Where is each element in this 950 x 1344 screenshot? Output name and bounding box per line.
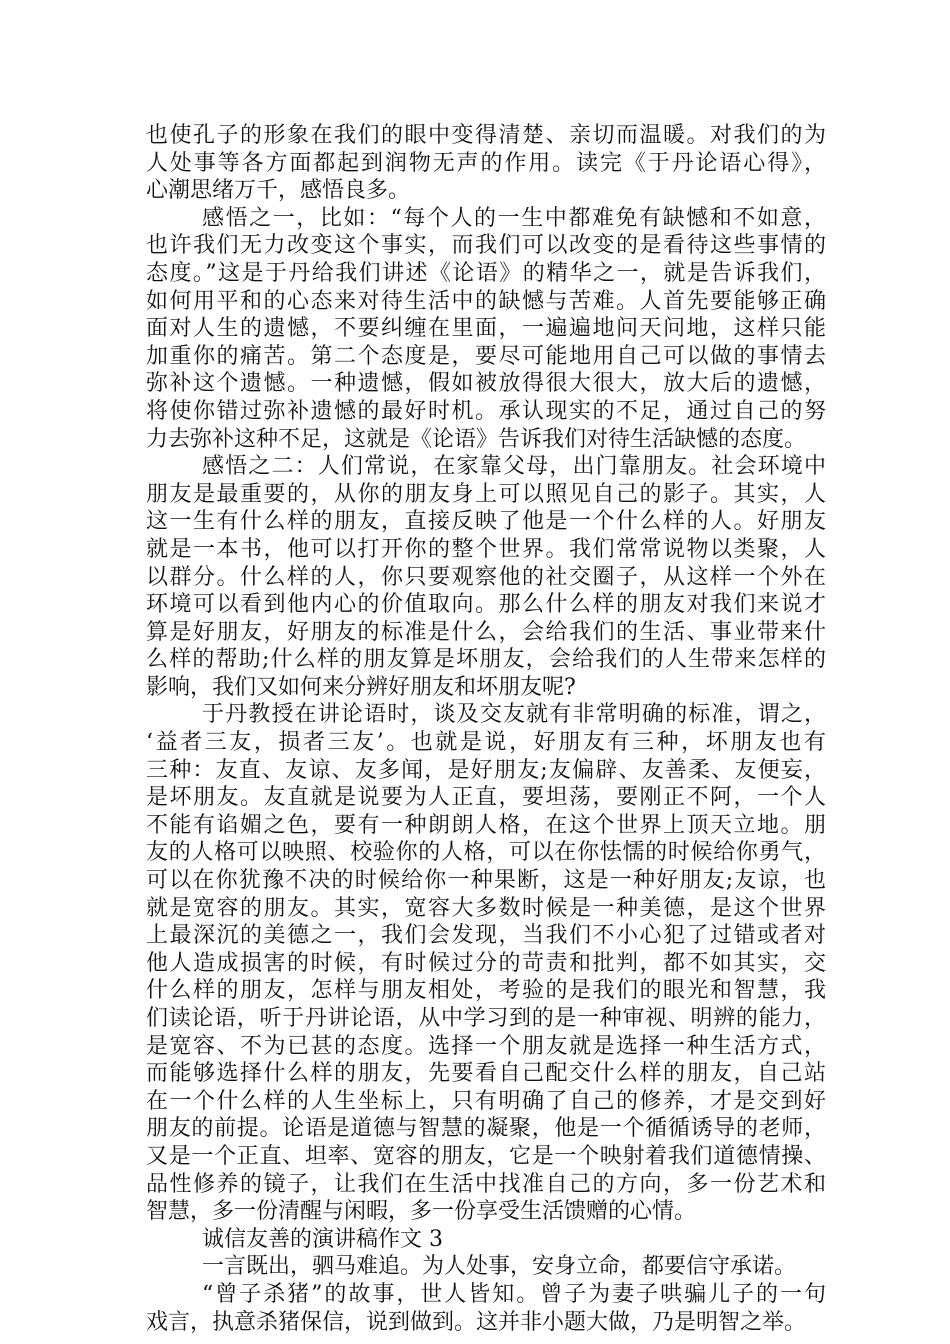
- text-line: 就是宽容的朋友。其实，宽容大多数时候是一种美德，是这个世界: [146, 895, 826, 921]
- section-heading: 诚信友善的演讲稿作文 3: [202, 1226, 443, 1252]
- text-line: 他人造成损害的时候，有时候过分的苛责和批判，都不如其实，交: [146, 950, 826, 976]
- text-line: 人处事等各方面都起到润物无声的作用。读完《于丹论语心得》，: [146, 150, 826, 176]
- text-line: 态度。”这是于丹给我们讲述《论语》的精华之一，就是告诉我们，: [146, 260, 826, 286]
- paragraph-first-line: 感悟之一，比如：“每个人的一生中都难免有缺憾和不如意，: [202, 205, 826, 231]
- text-line: 加重你的痛苦。第二个态度是，要尽可能地用自己可以做的事情去: [146, 343, 826, 369]
- text-line: 朋友是最重要的，从你的朋友身上可以照见自己的影子。其实，人: [146, 481, 826, 507]
- text-line: 影响，我们又如何来分辨好朋友和坏朋友呢?: [146, 674, 576, 700]
- text-line: 而能够选择什么样的朋友，先要看自己配交什么样的朋友，自己站: [146, 1061, 826, 1087]
- text-line: 如何用平和的心态来对待生活中的缺憾与苦难。人首先要能够正确: [146, 288, 826, 314]
- text-line: 朋友的前提。论语是道德与智慧的凝聚，他是一个循循诱导的老师，: [146, 1116, 826, 1142]
- text-line: 心潮思绪万千，感悟良多。: [146, 178, 411, 204]
- text-line: 们读论语，听于丹讲论语，从中学习到的是一种审视、明辨的能力，: [146, 1006, 826, 1031]
- text-line: 在一个什么样的人生坐标上，只有明确了自己的修养，才是交到好: [146, 1088, 826, 1114]
- text-line: 以群分。什么样的人，你只要观察他的社交圈子，从这样一个外在: [146, 564, 826, 590]
- paragraph-first-line: 于丹教授在讲论语时，谈及交友就有非常明确的标准，谓之，: [202, 702, 826, 728]
- text-line: 品性修养的镜子，让我们在生活中找准自己的方向，多一份艺术和: [146, 1171, 826, 1197]
- paragraph-first-line: 感悟之二：人们常说，在家靠父母，出门靠朋友。社会环境中: [202, 454, 826, 480]
- text-line: 不能有谄媚之色，要有一种朗朗人格，在这个世界上顶天立地。朋: [146, 812, 826, 838]
- text-line: ‘益者三友，损者三友’。也就是说，好朋友有三种，坏朋友也有: [146, 730, 826, 756]
- text-line: 什么样的朋友，怎样与朋友相处，考验的是我们的眼光和智慧，我: [146, 978, 826, 1004]
- text-line: 力去弥补这种不足，这就是《论语》告诉我们对待生活缺憾的态度。: [146, 426, 807, 452]
- text-line: 弥补这个遗憾。一种遗憾，假如被放得很大很大，放大后的遗憾，: [146, 371, 826, 397]
- paragraph-first-line: “曾子杀猪”的故事，世人皆知。曾子为妻子哄骗儿子的一句: [202, 1281, 826, 1307]
- text-line: 面对人生的遗憾，不要纠缠在里面，一遍遍地问天问地，这样只能: [146, 316, 826, 342]
- text-line: 是坏朋友。友直就是说要为人正直，要坦荡，要刚正不阿，一个人: [146, 785, 826, 811]
- text-line: 智慧，多一份清醒与闲暇，多一份享受生活馈赠的心情。: [146, 1199, 697, 1225]
- text-line: 友的人格可以映照、校验你的人格，可以在你怯懦的时候给你勇气，: [146, 840, 826, 866]
- text-line: 就是一本书，他可以打开你的整个世界。我们常常说物以类聚，人: [146, 536, 826, 562]
- text-line: 也许我们无力改变这个事实，而我们可以改变的是看待这些事情的: [146, 233, 826, 259]
- text-line: 三种：友直、友谅、友多闻，是好朋友;友偏辟、友善柔、友便妄，: [146, 757, 826, 783]
- text-line: 这一生有什么样的朋友，直接反映了他是一个什么样的人。好朋友: [146, 509, 826, 535]
- text-line: 环境可以看到他内心的价值取向。那么什么样的朋友对我们来说才: [146, 592, 826, 618]
- text-line: 可以在你犹豫不决的时候给你一种果断，这是一种好朋友;友谅，也: [146, 868, 826, 894]
- text-line: 戏言，执意杀猪保信，说到做到。这并非小题大做，乃是明智之举。: [146, 1309, 807, 1335]
- text-line: 也使孔子的形象在我们的眼中变得清楚、亲切而温暖。对我们的为: [146, 123, 826, 148]
- text-line: 算是好朋友，好朋友的标准是什么，会给我们的生活、事业带来什: [146, 619, 826, 645]
- paragraph-first-line: 一言既出，驷马难追。为人处事，安身立命，都要信守承诺。: [202, 1254, 797, 1280]
- text-line: 么样的帮助;什么样的朋友算是坏朋友，会给我们的人生带来怎样的: [146, 647, 826, 673]
- text-line: 将使你错过弥补遗憾的最好时机。承认现实的不足，通过自己的努: [146, 398, 826, 424]
- text-line: 又是一个正直、坦率、宽容的朋友，它是一个映射着我们道德情操、: [146, 1143, 826, 1169]
- document-body: [146, 122, 826, 1336]
- text-line: 上最深沉的美德之一，我们会发现，当我们不小心犯了过错或者对: [146, 923, 826, 949]
- text-line: 是宽容、不为已甚的态度。选择一个朋友就是选择一种生活方式，: [146, 1033, 826, 1059]
